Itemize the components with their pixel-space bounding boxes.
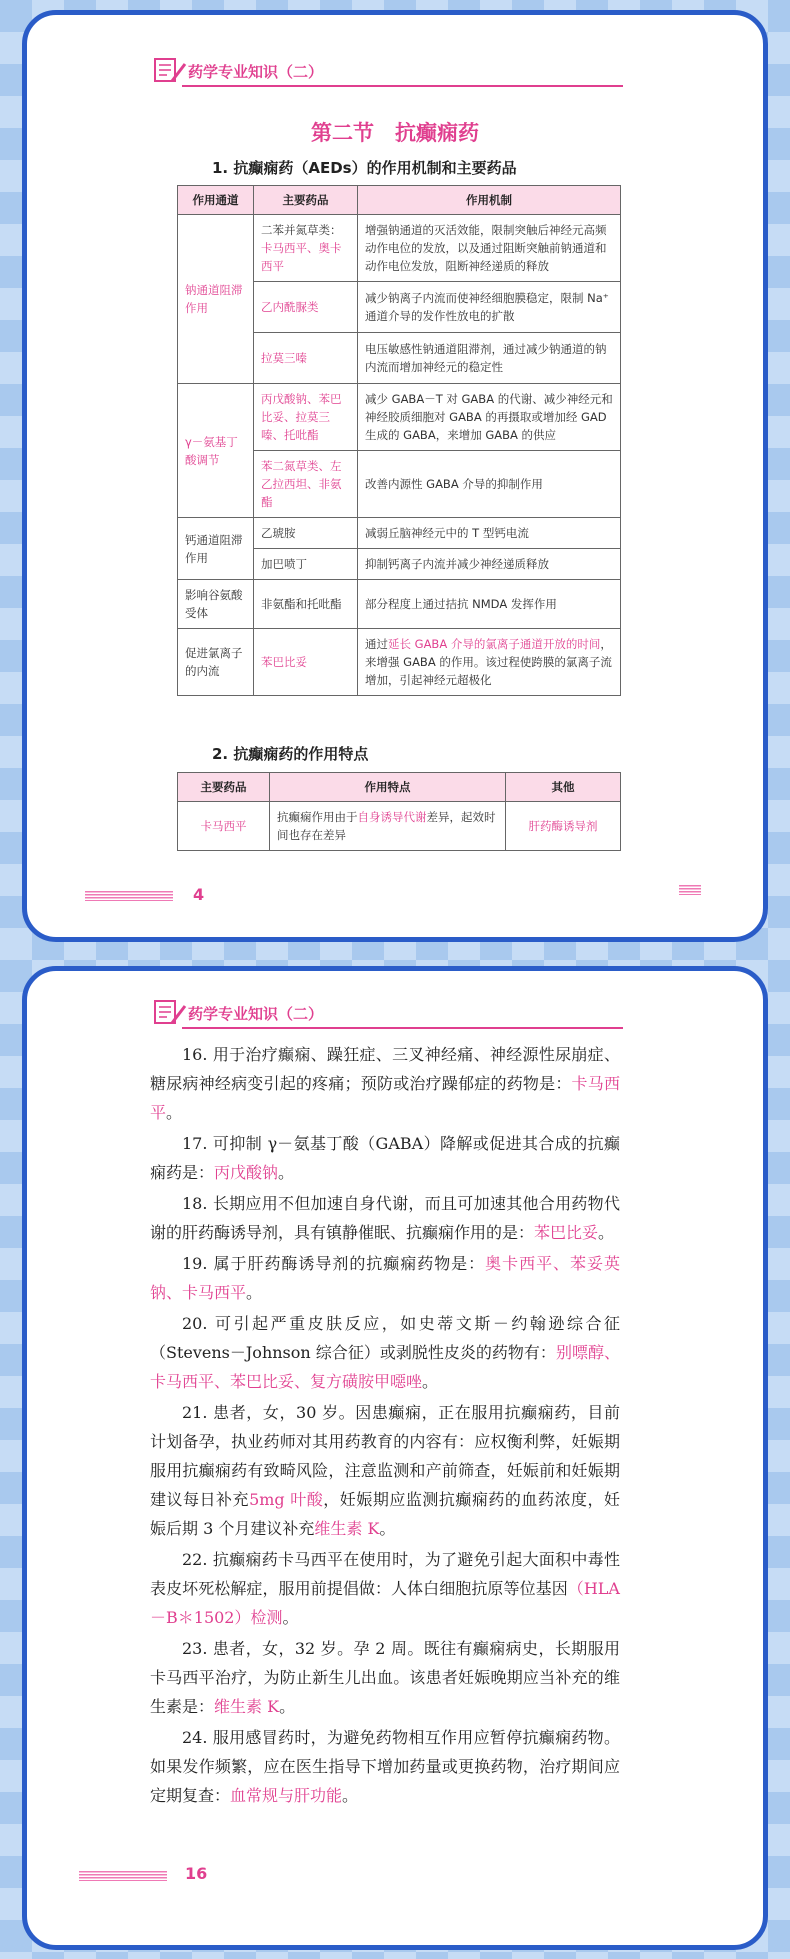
mechanism-cell: 增强钠通道的灭活效能，限制突触后神经元高频动作电位的发放，以及通过阻断突触前钠通道和动作电位发放，阻断神经递质的释放 [358,215,621,282]
qa-paragraph [150,1309,620,1396]
mechanism-cell [358,629,621,696]
feature-highlight: 自身诱导代谢 [357,810,427,824]
drug-cell: 非氨酯和托吡酯 [254,580,358,629]
question-text: ，妊娠期应监测抗癫痫药的血药浓度，妊娠后期 3 个月建议补充 [150,1490,620,1538]
table-header-row [178,186,621,215]
punct: 。 [278,1163,295,1182]
mechanism-cell: 减弱丘脑神经元中的 T 型钙电流 [358,518,621,549]
answer-text: 别嘌醇、卡马西平、苯巴比妥、复方磺胺甲噁唑 [150,1343,620,1391]
answer-text: 奥卡西平、苯妥英钠、卡马西平 [150,1254,620,1302]
drug-cell: 卡马西平 [178,802,270,851]
drug-cell: 苯二氮草类、左乙拉西坦、非氨酯 [254,451,358,518]
mechanism-highlight: 延长 GABA 介导的氯离子通道开放的时间 [388,637,601,651]
mechanism-cell: 改善内源性 GABA 介导的抑制作用 [358,451,621,518]
answer-text: （HLA－B＊1502）检测 [150,1579,620,1627]
answer-text: 苯巴比妥 [534,1223,599,1242]
answer-text: 血常规与肝功能 [230,1786,343,1805]
punct: 。 [598,1223,615,1242]
table-row [178,518,621,549]
col-header: 主要药品 [254,186,358,215]
feature-text: 抗癫痫作用由于 [277,810,358,824]
header-rule [182,85,623,87]
punct: 。 [279,1697,296,1716]
mechanism-cell: 减少钠离子内流而使神经细胞膜稳定，限制 Na⁺ 通道介导的发作性放电的扩散 [358,282,621,333]
drug-cell: 拉莫三嗪 [254,333,358,384]
question-text: 19. 属于肝药酶诱导剂的抗癫痫药物是： [182,1254,486,1273]
mechanism-cell: 抑制钙离子内流并减少神经递质释放 [358,549,621,580]
question-text: 20. 可引起严重皮肤反应，如史蒂文斯－约翰逊综合征（Stevens－Johnson 综合征）或剥脱性皮炎的药物有： [150,1314,620,1362]
mechanism-cell: 减少 GABA－T 对 GABA 的代谢、减少神经元和神经胶质细胞对 GABA 的再摄取或增加经 GAD 生成的 GABA，来增加 GABA 的供应 [358,384,621,451]
section-title: 第二节 抗癫痫药 [311,121,479,145]
drug-cell [254,215,358,282]
drug-cell: 乙内酰脲类 [254,282,358,333]
answer-text: 维生素 K [314,1519,380,1538]
question-text: 23. 患者，女，32 岁。孕 2 周。既往有癫痫病史，长期服用卡马西平治疗，为防止新生儿出血。该患者妊娠晚期应当补充的维生素是： [150,1639,620,1716]
col-header: 其他 [506,773,621,802]
col-header: 作用特点 [270,773,506,802]
features-table [177,772,621,851]
table-row [178,802,621,851]
page-card-4 [22,10,768,942]
other-cell: 肝药酶诱导剂 [506,802,621,851]
subsection-title-2: 2. 抗癫痫药的作用特点 [212,745,369,763]
col-header: 作用机制 [358,186,621,215]
mechanism-cell: 电压敏感性钠通道阻滞剂，通过减少钠通道的钠内流而增加神经元的稳定性 [358,333,621,384]
qa-paragraph [150,1398,620,1543]
footer-stripes [79,1871,167,1881]
footer-stripes [85,891,173,901]
channel-cell: 促进氯离子的内流 [178,629,254,696]
channel-cell: γ－氨基丁酸调节 [178,384,254,518]
running-header [152,55,623,89]
col-header: 作用通道 [178,186,254,215]
channel-cell: 钙通道阻滞作用 [178,518,254,580]
drug-names: 卡马西平、奥卡西平 [261,241,342,273]
mechanism-text: ，来增强 GABA 的作用。该过程使跨膜的氯离子流增加，引起神经元超极化 [365,637,612,687]
qa-paragraph [150,1545,620,1632]
qa-text-block [150,1040,620,1812]
drug-class-text: 二苯并氮草类： [261,223,342,237]
qa-paragraph [150,1634,620,1721]
answer-text: 丙戊酸钠 [214,1163,279,1182]
table-row [178,629,621,696]
drug-cell: 苯巴比妥 [254,629,358,696]
col-header: 主要药品 [178,773,270,802]
qa-paragraph [150,1040,620,1127]
drug-cell: 丙戊酸钠、苯巴比妥、拉莫三嗪、托吡酯 [254,384,358,451]
feature-text: 差异，起效时间也存在差异 [277,810,496,842]
question-text: 17. 可抑制 γ－氨基丁酸（GABA）降解或促进其合成的抗癫痫药是： [150,1134,620,1182]
punct: 。 [422,1372,439,1391]
drug-cell: 乙琥胺 [254,518,358,549]
qa-paragraph [150,1249,620,1307]
mechanism-cell: 部分程度上通过拮抗 NMDA 发挥作用 [358,580,621,629]
table-row [178,215,621,282]
channel-cell: 钠通道阻滞作用 [178,215,254,384]
feature-cell [270,802,506,851]
answer-text: 5mg 叶酸 [249,1490,324,1509]
qa-paragraph [150,1723,620,1810]
question-text: 24. 服用感冒药时，为避免药物相互作用应暂停抗癫痫药物。如果发作频繁，应在医生指导下增加药量或更换药物，治疗期间应定期复查： [150,1728,620,1805]
book-pencil-icon [152,55,188,85]
answer-text: 卡马西平 [150,1074,620,1122]
table-row [178,384,621,451]
book-pencil-icon [152,997,188,1027]
punct: 。 [282,1608,299,1627]
qa-paragraph [150,1129,620,1187]
table-row [178,580,621,629]
question-text: 21. 患者，女，30 岁。因患癫痫，正在服用抗癫痫药，目前计划备孕，执业药师对其用药教育的内容有：应权衡利弊，妊娠期服用抗癫痫药有致畸风险，注意监测和产前筛查，妊娠前和妊娠期建议每日补充 [150,1403,620,1509]
footer-stripes [679,885,701,895]
page-number: 16 [185,1864,208,1883]
question-text: 18. 长期应用不但加速自身代谢，而且可加速其他合用药物代谢的肝药酶诱导剂，具有镇静催眠、抗癫痫作用的是： [150,1194,620,1242]
subsection-title-1: 1. 抗癫痫药（AEDs）的作用机制和主要药品 [212,159,517,177]
punct: 。 [166,1103,183,1122]
mechanism-text: 通过 [365,637,388,651]
channel-cell: 影响谷氨酸受体 [178,580,254,629]
question-text: 22. 抗癫痫药卡马西平在使用时，为了避免引起大面积中毒性表皮坏死松解症，服用前提倡做：人体白细胞抗原等位基因 [150,1550,620,1598]
book-title: 药学专业知识（二） [188,1005,324,1023]
qa-paragraph [150,1189,620,1247]
table-header-row [178,773,621,802]
question-text: 16. 用于治疗癫痫、躁狂症、三叉神经痛、神经源性尿崩症、糖尿病神经病变引起的疼痛；预防或治疗躁郁症的药物是： [150,1045,620,1093]
header-rule [182,1027,623,1029]
running-header [152,997,623,1031]
punct: 。 [379,1519,396,1538]
page-number: 4 [193,885,205,904]
answer-text: 维生素 K [214,1697,280,1716]
punct: 。 [342,1786,359,1805]
punct: 。 [246,1283,263,1302]
drug-cell: 加巴喷丁 [254,549,358,580]
mechanism-table [177,185,621,696]
book-title: 药学专业知识（二） [188,63,324,81]
